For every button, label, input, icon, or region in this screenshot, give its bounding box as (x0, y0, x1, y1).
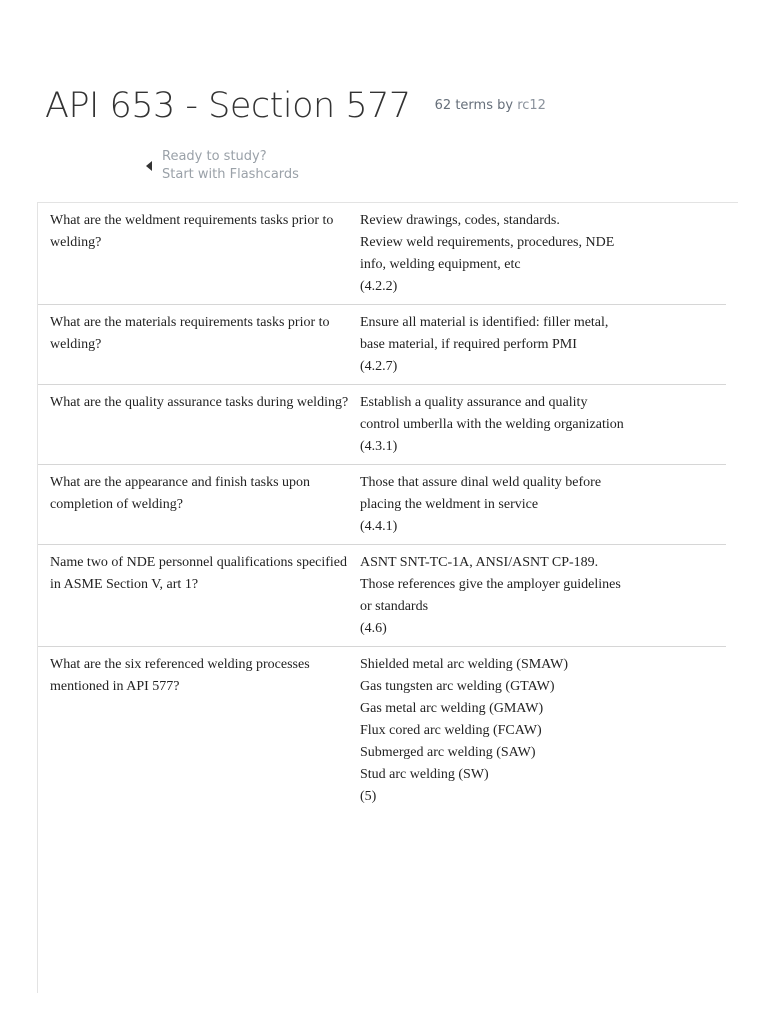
term-row (38, 305, 726, 385)
flashcards-prompt (162, 148, 299, 184)
term-row (38, 465, 726, 545)
term-text: What are the appearance and finish tasks upon completion of welding? (50, 475, 311, 512)
definition-text: ASNT SNT-TC-1A, ANSI/ASNT CP-189. Those references give the amployer guidelines or standards (4.6) (360, 555, 621, 636)
term-row (38, 647, 726, 814)
definition-text: Ensure all material is identified: filler metal, base material, if required perform PMI (4.2.7) (360, 315, 609, 374)
start-flashcards-text[interactable]: Start with Flashcards (162, 167, 299, 182)
term-text: What are the weldment requirements tasks prior to welding? (50, 213, 334, 250)
author-link[interactable]: rc12 (517, 98, 546, 113)
page-title: API 653 - Section 577 (45, 86, 411, 126)
terms-list (38, 203, 726, 814)
term-row (38, 545, 726, 647)
term-text: Name two of NDE personnel qualifications specified in ASME Section V, art 1? (50, 555, 348, 592)
set-meta (435, 98, 546, 113)
ready-to-study-text: Ready to study? (162, 149, 267, 164)
start-flashcards-link[interactable] (146, 148, 299, 184)
term-row (38, 203, 726, 305)
definition-text: Shielded metal arc welding (SMAW) Gas tungsten arc welding (GTAW) Gas metal arc welding (GMAW) Flux cored arc welding (FCAW) Submerged arc welding (SAW) Stud arc welding (SW) (5) (360, 657, 569, 804)
term-text: What are the materials requirements tasks prior to welding? (50, 315, 330, 352)
terms-count: 62 terms by (434, 98, 514, 113)
definition-text: Establish a quality assurance and quality control umberlla with the welding organization (4.3.1) (360, 395, 624, 454)
term-text: What are the six referenced welding processes mentioned in API 577? (50, 657, 310, 694)
definition-text: Those that assure dinal weld quality before placing the weldment in service (4.4.1) (360, 475, 602, 534)
caret-left-icon (146, 161, 152, 171)
terms-card (37, 202, 738, 993)
term-row (38, 385, 726, 465)
definition-text: Review drawings, codes, standards. Review weld requirements, procedures, NDE info, welding equipment, etc (4.2.2) (360, 213, 615, 294)
title-row (45, 86, 546, 130)
term-text: What are the quality assurance tasks during welding? (50, 395, 349, 410)
